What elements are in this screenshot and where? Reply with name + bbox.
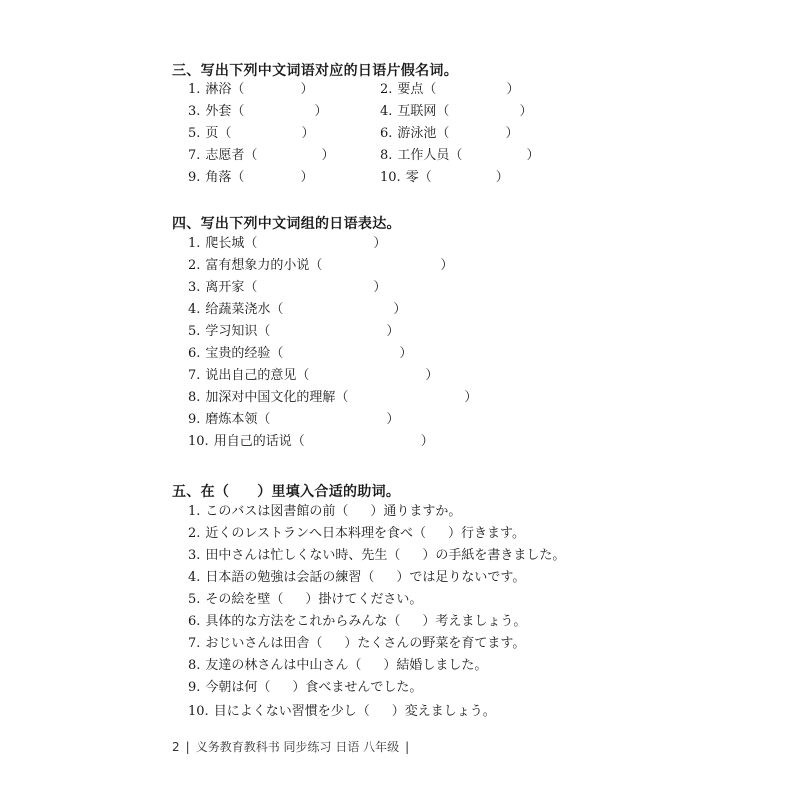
s3-item-9: 9. 角落（ ） xyxy=(188,170,314,185)
s5-item-5: 5. その絵を壁（ ）掛けてください。 xyxy=(188,592,423,607)
s5-item-6: 6. 具体的な方法をこれからみんな（ ）考えましょう。 xyxy=(188,614,527,629)
s4-item-5: 5. 学习知识（ ） xyxy=(188,324,400,339)
s5-item-4: 4. 日本語の勉強は会話の練習（ ）では足りないです。 xyxy=(188,570,526,585)
s4-item-8: 8. 加深对中国文化的理解（ ） xyxy=(188,390,478,405)
s3-item-2: 2. 要点（ ） xyxy=(380,82,520,97)
s4-item-3: 3. 离开家（ ） xyxy=(188,280,387,295)
s3-item-8: 8. 工作人员（ ） xyxy=(380,148,540,163)
s5-item-8: 8. 友達の林さんは中山さん（ ）結婚しました。 xyxy=(188,658,488,673)
s3-item-3: 3. 外套（ ） xyxy=(188,104,328,119)
s3-item-1: 1. 淋浴（ ） xyxy=(188,82,314,97)
s5-item-2: 2. 近くのレストランへ日本料理を食べ（ ）行きます。 xyxy=(188,526,525,541)
s3-item-6: 6. 游泳池（ ） xyxy=(380,126,519,141)
s3-item-5: 5. 页（ ） xyxy=(188,126,315,141)
footer-divider: | xyxy=(185,740,190,754)
s4-item-7: 7. 说出自己的意见（ ） xyxy=(188,368,439,383)
section-5-title: 五、在（ ）里填入合适的助词。 xyxy=(172,484,401,500)
s4-item-4: 4. 给蔬菜浇水（ ） xyxy=(188,302,407,317)
s3-item-7: 7. 志愿者（ ） xyxy=(188,148,335,163)
s4-item-9: 9. 磨炼本领（ ） xyxy=(188,412,400,427)
s5-item-1: 1. このバスは図書館の前（ ）通りますか。 xyxy=(188,504,462,519)
footer-book-title: 义务教育教科书 同步练习 日语 八年级 xyxy=(195,740,400,754)
s5-item-7: 7. おじいさんは田舎（ ）たくさんの野菜を育てます。 xyxy=(188,636,526,651)
s5-item-3: 3. 田中さんは忙しくない時、先生（ ）の手紙を書きました。 xyxy=(188,548,566,563)
footer-divider-end: | xyxy=(405,740,410,754)
page-footer xyxy=(172,738,415,755)
s5-item-9: 9. 今朝は何（ ）食べませんでした。 xyxy=(188,680,423,695)
s4-item-2: 2. 富有想象力的小说（ ） xyxy=(188,258,454,273)
section-3-title: 三、写出下列中文词语对应的日语片假名词。 xyxy=(172,63,458,79)
page-number: 2 xyxy=(172,740,180,754)
section-4-title: 四、写出下列中文词组的日语表达。 xyxy=(172,216,401,232)
s4-item-10: 10. 用自己的话说（ ） xyxy=(188,434,434,449)
s4-item-6: 6. 宝贵的经验（ ） xyxy=(188,346,413,361)
s3-item-10: 10. 零（ ） xyxy=(380,170,509,185)
s4-item-1: 1. 爬长城（ ） xyxy=(188,236,387,251)
s5-item-10: 10. 目によくない習慣を少し（ ）変えましょう。 xyxy=(188,704,496,719)
s3-item-4: 4. 互联网（ ） xyxy=(380,104,533,119)
